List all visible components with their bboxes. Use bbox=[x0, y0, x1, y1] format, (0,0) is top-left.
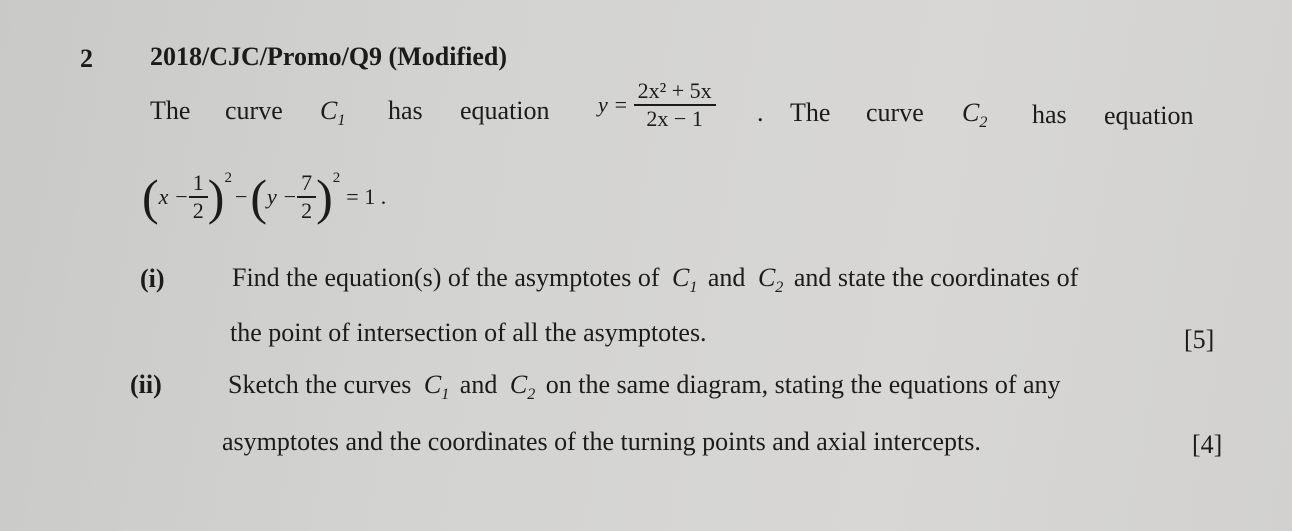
word-curve: curve bbox=[225, 96, 283, 125]
word-has-2: has bbox=[1032, 100, 1067, 129]
period: . bbox=[757, 98, 764, 127]
part-i-marks: [5] bbox=[1184, 325, 1215, 354]
word-has: has bbox=[388, 96, 423, 125]
curve-c2-ref-2: $C_2$ bbox=[509, 370, 536, 404]
equation-c1: y = $\frac{\text{2x² + 5x}}{2x - 1}$ bbox=[598, 78, 716, 132]
fraction-seven-halves: $\frac{7}{2}$ bbox=[297, 170, 316, 224]
part-ii-label: (ii) bbox=[130, 370, 162, 399]
word-the: The bbox=[150, 96, 191, 125]
word-equation-2: equation bbox=[1104, 101, 1194, 130]
curve-c1: $C_1$ bbox=[320, 96, 346, 130]
curve-c2-ref: $C_2$ bbox=[757, 263, 784, 297]
part-ii-marks: [4] bbox=[1192, 430, 1223, 459]
fraction-half: $\frac{1}{2}$ bbox=[189, 170, 208, 224]
fraction-c1: $\frac{\text{2x² + 5x}}{2x - 1}$ bbox=[634, 78, 716, 132]
word-curve-2: curve bbox=[866, 98, 924, 127]
word-the-2: The bbox=[790, 98, 831, 127]
part-i-line-2: the point of intersection of all the asymptotes. bbox=[230, 318, 707, 347]
part-ii-line-1: Sketch the curves $C_1$ and $C_2$ on the same diagram, stating the equations of any bbox=[228, 370, 1061, 404]
equation-c2: ( x − $\frac{1}{2}$ ) 2 − ( y − $\frac{7}{2}$ ) 2 = 1 . bbox=[142, 168, 387, 225]
part-i-line-1: Find the equation(s) of the asymptotes of $C_1$ and $C_2$ and state the coordinates of bbox=[232, 263, 1079, 297]
curve-c2: $C_2$ bbox=[962, 98, 988, 132]
question-number: 2 bbox=[80, 44, 93, 73]
part-i-label: (i) bbox=[140, 264, 165, 293]
curve-c1-ref: $C_1$ bbox=[671, 263, 698, 297]
part-ii-line-2: asymptotes and the coordinates of the turning points and axial intercepts. bbox=[222, 427, 981, 456]
word-equation: equation bbox=[460, 96, 550, 125]
curve-c1-ref-2: $C_1$ bbox=[423, 370, 450, 404]
question-source: 2018/CJC/Promo/Q9 (Modified) bbox=[150, 42, 507, 71]
